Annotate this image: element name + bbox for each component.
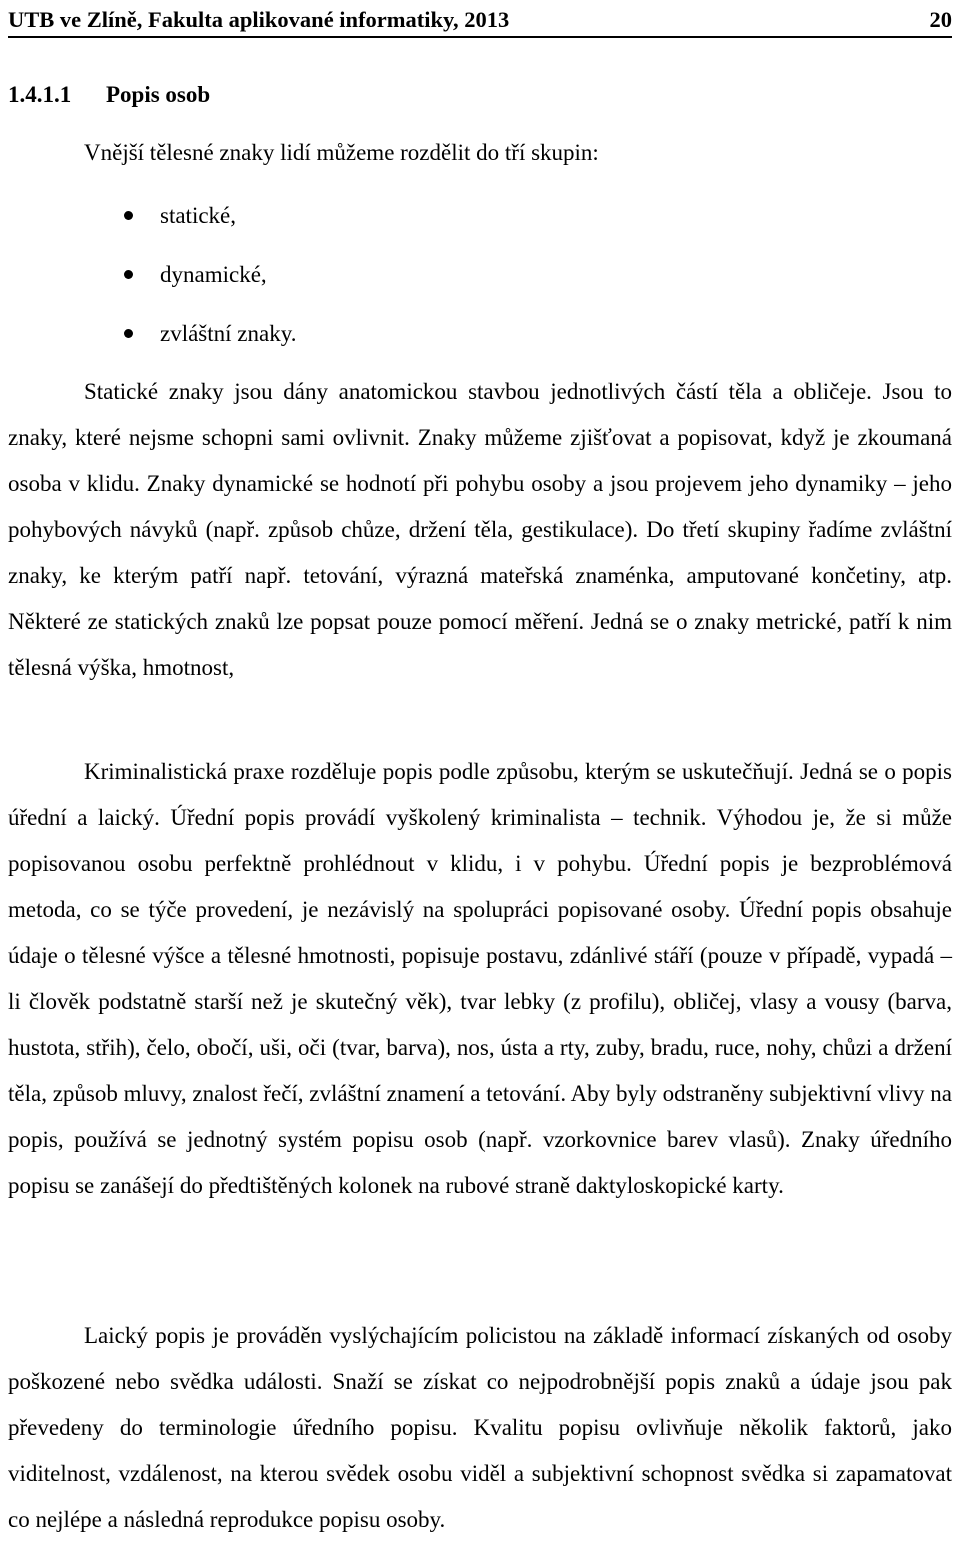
bullet-list	[0, 196, 296, 373]
page-number: 20	[929, 7, 952, 32]
list-item: statické,	[0, 196, 296, 255]
list-item: zvláštní znaky.	[0, 314, 296, 373]
section-number: 1.4.1.1	[8, 82, 72, 107]
section-heading	[8, 82, 210, 108]
paragraph-official-description: Kriminalistická praxe rozděluje popis podle způsobu, kterým se uskutečňují. Jedná se o popis úřední a laický. Úřední popis provádí vyškolený kriminalista – technik. Výhodou je, že si může popisovanou osobu perfektně prohlédnout v klidu, i v pohybu. Úřední popis je bezproblémová metoda, co se týče provedení, je nezávislý na spolupráci popisované osoby. Úřední popis obsahuje údaje o tělesné výšce a tělesné hmotnosti, popisuje postavu, zdánlivé stáří (pouze v případě, vypadá – li člověk podstatně starší než je skutečný věk), tvar lebky (z profilu), obličej, vlasy a vousy (barva, hustota, střih), čelo, obočí, uši, oči (tvar, barva), nos, ústa a rty, zuby, bradu, ruce, nohy, chůzi a držení těla, způsob mluvy, znalost řečí, zvláštní znamení a tetování. Aby byly odstraněny subjektivní vlivy na popis, používá se jednotný systém popisu osob (např. vzorkovnice barev vlasů). Znaky úředního popisu se zanášejí do předtištěných kolonek na rubové straně daktyloskopické karty.	[8, 759, 952, 1198]
bullet-icon	[124, 329, 133, 338]
paragraph-static-features: Statické znaky jsou dány anatomickou stavbou jednotlivých částí těla a obličeje. Jsou to znaky, které nejsme schopni sami ovlivnit. Znaky můžeme zjišťovat a popisovat, když je zkoumaná osoba v klidu. Znaky dynamické se hodnotí při pohybu osoby a jsou projevem jeho dynamiky – jeho pohybových návyků (např. způsob chůze, držení těla, gestikulace). Do třetí skupiny řadíme zvláštní znaky, ke kterým patří např. tetování, výrazná mateřská znaménka, amputované končetiny, atp. Některé ze statických znaků lze popsat pouze pomocí měření. Jedná se o znaky metrické, patří k nim tělesná výška, hmotnost,	[8, 379, 952, 680]
intro-sentence: Vnější tělesné znaky lidí můžeme rozdělit do tří skupin:	[84, 140, 599, 165]
paragraph-lay-description: Laický popis je prováděn vyslýchajícím policistou na základě informací získaných od osoby poškozené nebo svědka události. Snaží se získat co nejpodrobnější popis znaků a údaje jsou pak převedeny do terminologie úředního popisu. Kvalitu popisu ovlivňuje několik faktorů, jako viditelnost, vzdálenost, na kterou svědek osobu viděl a subjektivní schopnost svědka si zapamatovat co nejlépe a následná reprodukce popisu osoby.	[8, 1323, 952, 1532]
list-item: dynamické,	[0, 255, 296, 314]
page-header	[8, 0, 952, 38]
bullet-icon	[124, 270, 133, 279]
bullet-icon	[124, 211, 133, 220]
header-title: UTB ve Zlíně, Fakulta aplikované informatiky, 2013	[8, 7, 510, 32]
section-title: Popis osob	[106, 82, 211, 107]
